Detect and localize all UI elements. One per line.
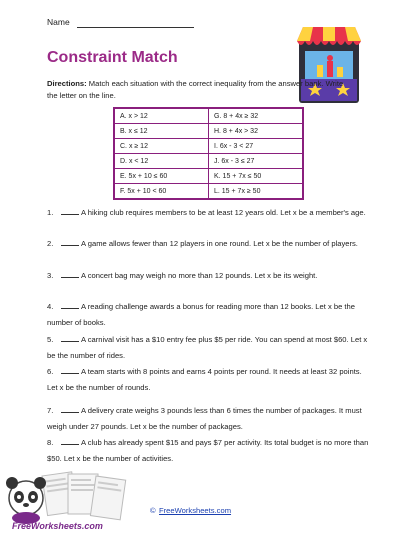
question-item [47,205,373,221]
answer-bank-row [114,184,303,200]
question-item [47,364,373,395]
question-text: A club has already spent $15 and pays $7 per activity. Its total budget is no more than $50. Let x be the number of activities. [47,438,369,463]
question-text: A carnival visit has a $10 entry fee plus $5 per ride. You can spend at most $60. Let x be the number of rides. [47,335,368,360]
answer-bank-cell: D. x < 12 [114,154,209,169]
question-number: 2. [47,239,54,248]
answer-bank [113,107,304,200]
answer-bank-cell: E. 5x + 10 ≤ 60 [114,169,209,184]
footer-link[interactable]: FreeWorksheets.com [159,506,232,515]
page-title: Constraint Match [47,49,178,66]
answer-blank[interactable] [61,237,79,246]
copyright-icon: © [150,506,156,515]
directions-text: Match each situation with the correct inequality from the answer bank. Write the letter on the line. [47,79,344,100]
question-item [47,299,373,330]
answer-bank-row [114,154,303,169]
question-number: 1. [47,208,54,217]
answer-blank[interactable] [61,333,79,342]
answer-blank[interactable] [61,365,79,374]
answer-bank-row [114,108,303,124]
question-text: A team starts with 8 points and earns 4 points per round. It needs at least 32 points. Let x be the number of rounds. [47,367,362,392]
question-text: A game allows fewer than 12 players in one round. Let x be the number of players. [81,239,358,248]
question-item [47,236,373,252]
question-text: A concert bag may weigh no more than 12 pounds. Let x be its weight. [81,271,318,280]
question-number: 4. [47,302,54,311]
answer-blank[interactable] [61,300,79,309]
answer-bank-row [114,124,303,139]
answer-bank-cell: H. 8 + 4x > 32 [209,124,304,139]
answer-bank-cell: A. x > 12 [114,108,209,124]
answer-bank-row [114,169,303,184]
answer-blank[interactable] [61,269,79,278]
answer-blank[interactable] [61,436,79,445]
answer-bank-cell: B. x ≤ 12 [114,124,209,139]
question-item [47,268,373,284]
question-number: 6. [47,367,54,376]
answer-bank-cell: K. 15 + 7x ≤ 50 [209,169,304,184]
directions-label: Directions: [47,79,87,88]
question-text: A delivery crate weighs 3 pounds less than 6 times the number of packages. It must weigh under 27 pounds. Let x be the number of packages. [47,406,362,431]
logo-text: FreeWorksheets.com [12,521,103,531]
question-item [47,435,373,466]
question-number: 5. [47,335,54,344]
question-number: 8. [47,438,54,447]
answer-bank-cell: G. 8 + 4x ≥ 32 [209,108,304,124]
question-item [47,403,373,434]
question-number: 3. [47,271,54,280]
answer-blank[interactable] [61,206,79,215]
answer-blank[interactable] [61,404,79,413]
answer-bank-cell: C. x ≥ 12 [114,139,209,154]
question-number: 7. [47,406,54,415]
directions [47,78,349,101]
answer-bank-cell: F. 5x + 10 < 60 [114,184,209,200]
name-line[interactable] [77,27,194,28]
name-label: Name [47,17,70,27]
question-text: A reading challenge awards a bonus for reading more than 12 books. Let x be the number of books. [47,302,355,327]
question-item [47,332,373,363]
question-text: A hiking club requires members to be at least 12 years old. Let x be a member's age. [81,208,366,217]
answer-bank-cell: J. 6x - 3 ≤ 27 [209,154,304,169]
answer-bank-row [114,139,303,154]
answer-bank-cell: L. 15 + 7x ≥ 50 [209,184,304,200]
answer-bank-cell: I. 6x - 3 < 27 [209,139,304,154]
